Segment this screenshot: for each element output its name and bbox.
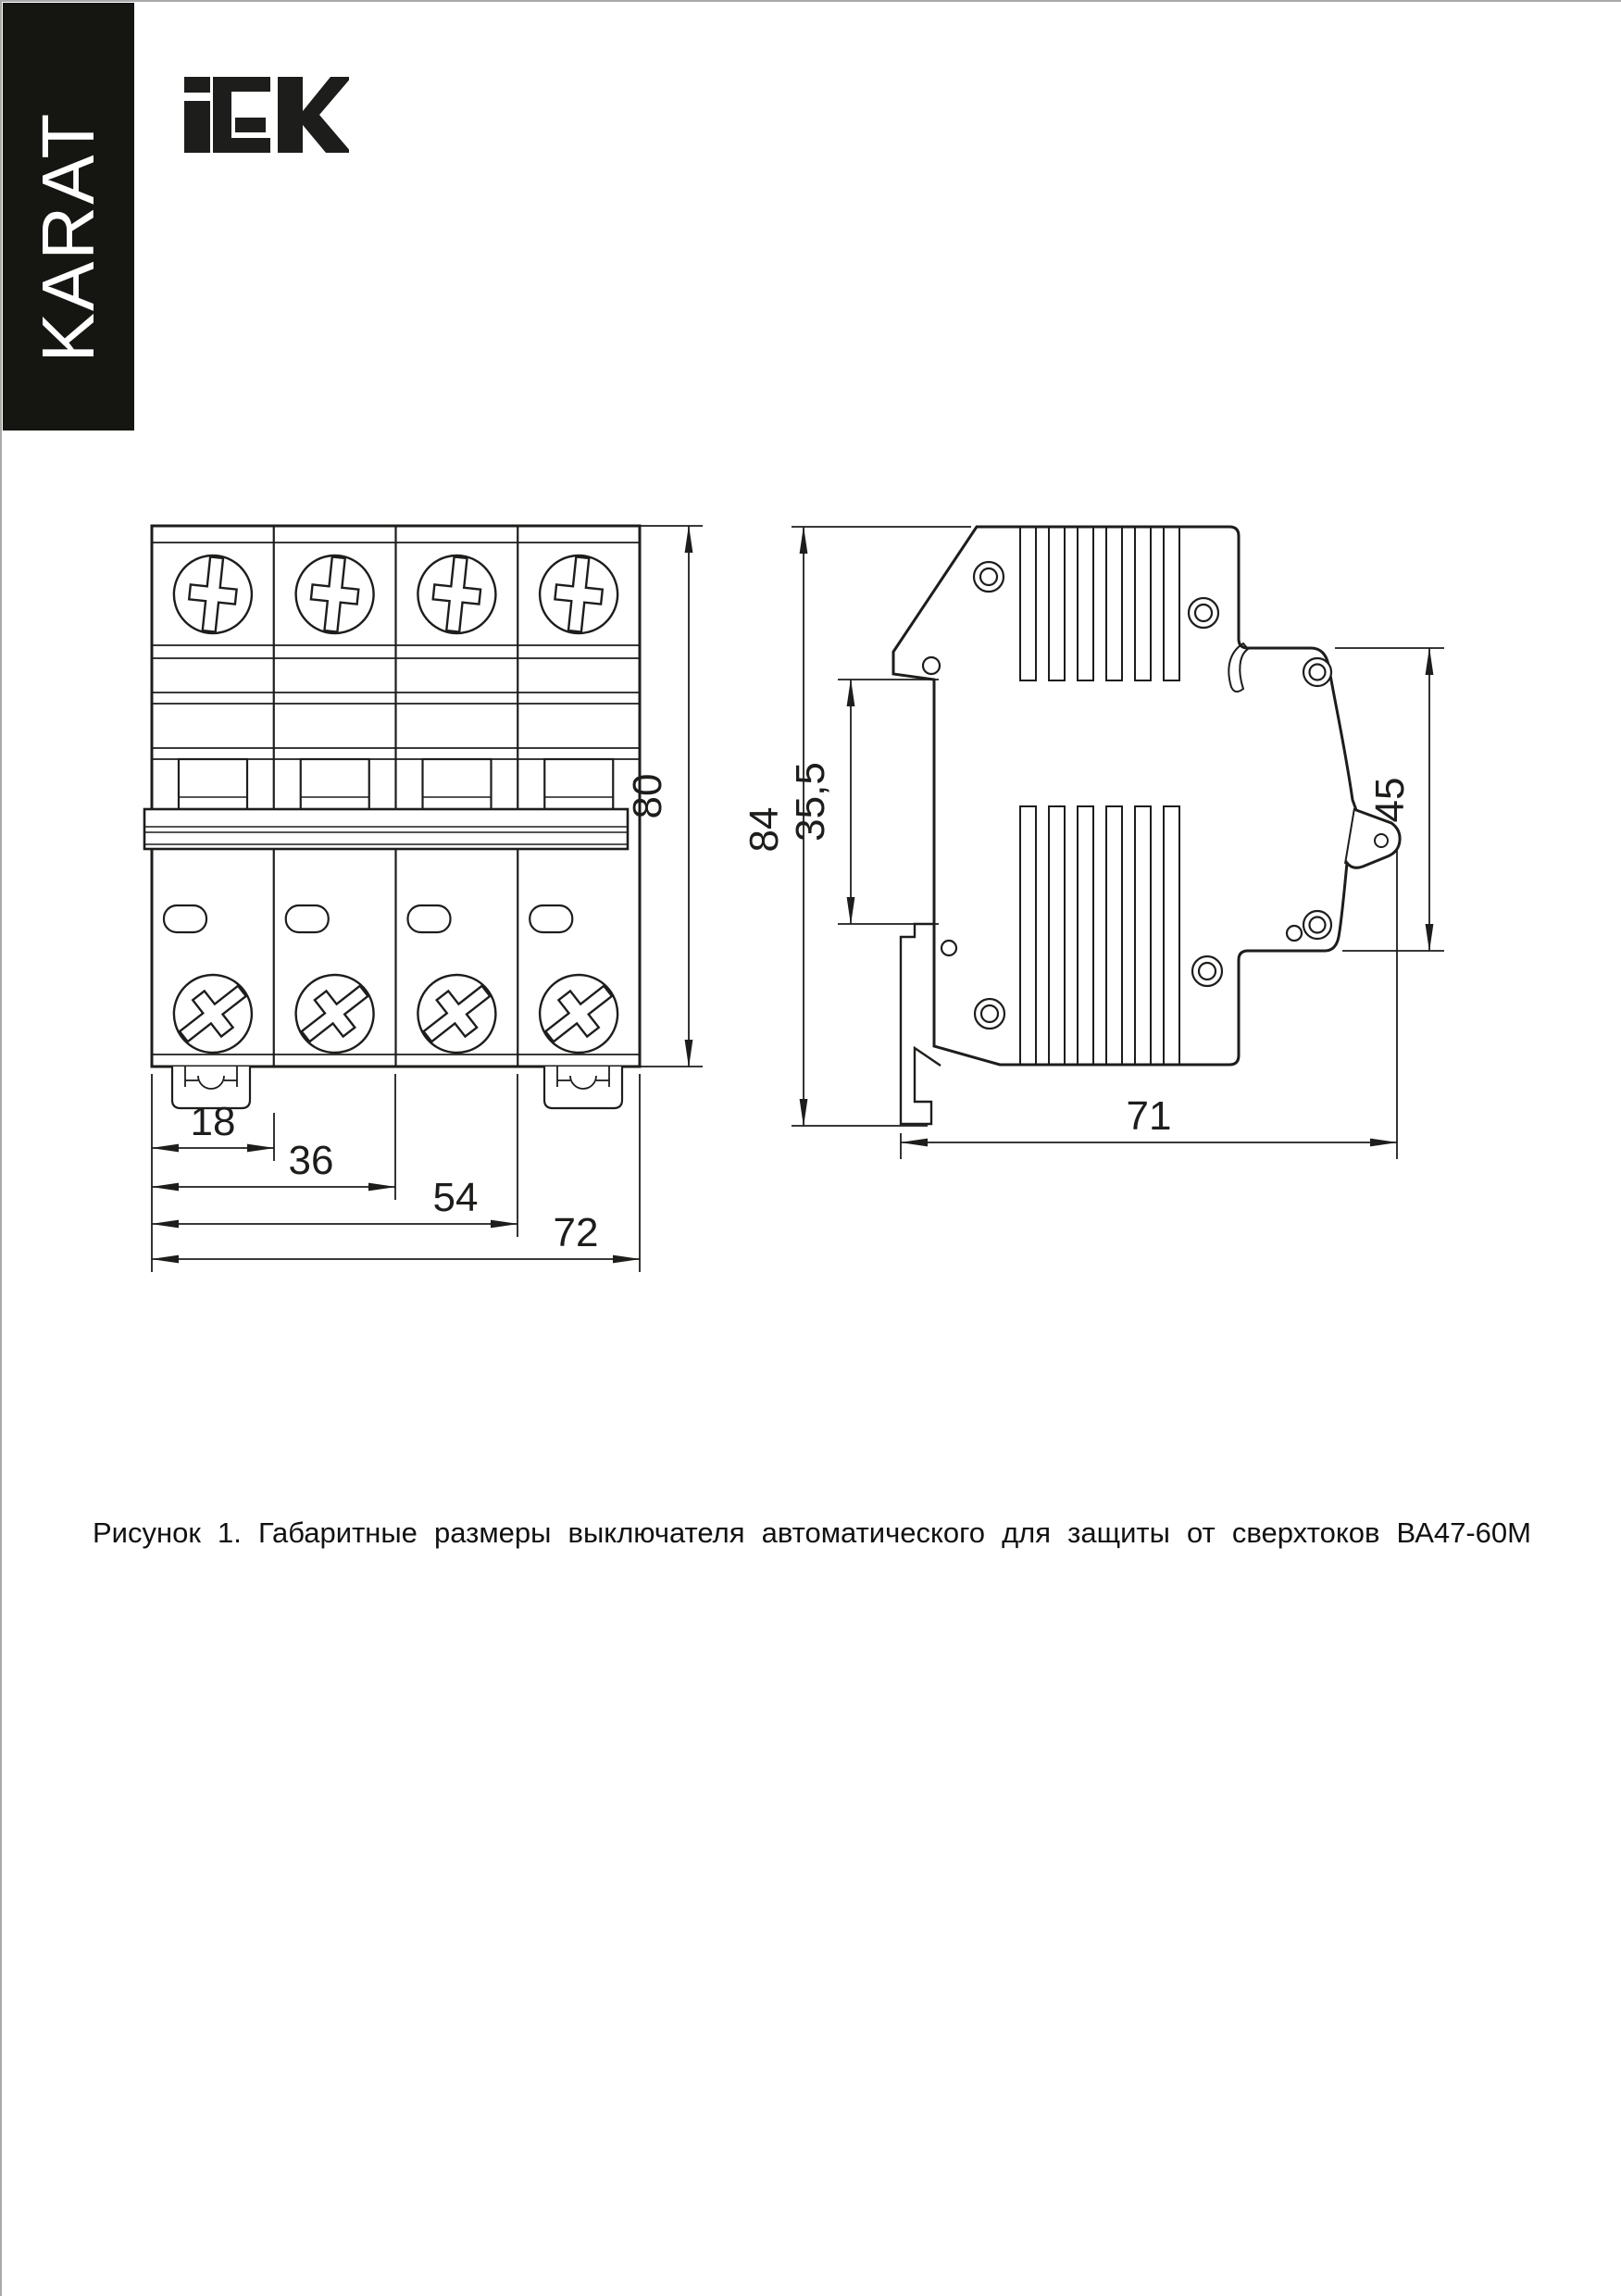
dim-height-80-label: 80 [625,773,670,819]
dim-width-18-label: 18 [190,1099,236,1144]
vent-slots-bottom [1020,806,1179,1065]
curved-slot [1228,643,1248,692]
dim-height-84-label: 84 [742,806,787,853]
dimension-drawing [2,2,1621,2296]
dim-width-72-label: 72 [553,1210,599,1255]
karat-vertical-label: KARAT [27,111,109,363]
din-clips [172,1067,622,1108]
dim-depth-71-label: 71 [1126,1093,1172,1139]
dim-face-45-label: 45 [1367,777,1413,823]
dim-recess-35-5-label: 35,5 [788,762,833,842]
indicator-windows [164,905,572,932]
toggle-hole [1375,834,1388,847]
dim-width-36-label: 36 [288,1138,334,1183]
front-view-drawing [144,526,640,1108]
vent-slots-top [1020,527,1179,680]
side-view-drawing [893,527,1400,1124]
trip-bar [144,809,628,849]
rivets [923,562,1331,1029]
front-view-dimensions [152,526,703,1272]
figure-caption: Рисунок 1. Габаритные размеры выключателя автоматического для защиты от сверхтоков ВА47-60М [93,1516,1531,1549]
dim-width-54-label: 54 [432,1175,479,1220]
